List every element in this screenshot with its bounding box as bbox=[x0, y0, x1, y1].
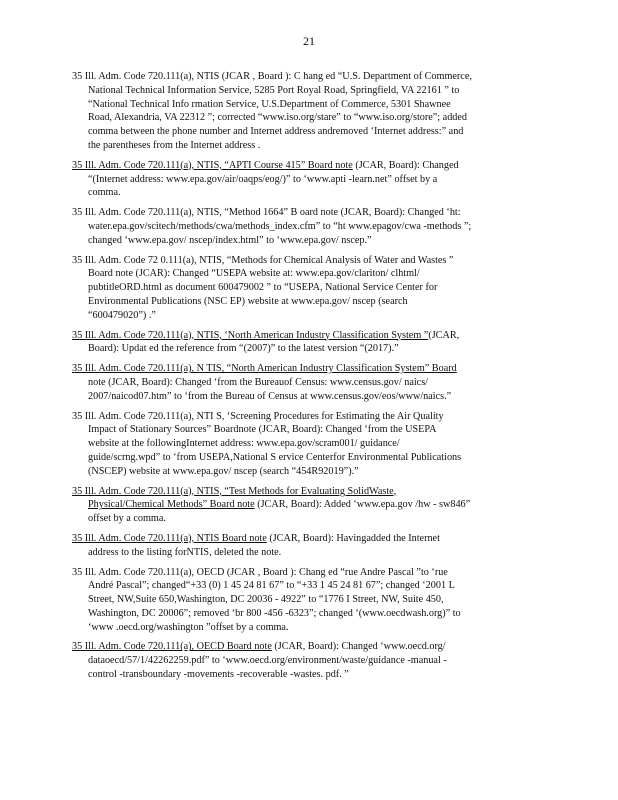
entry-line-text: Environmental Publications (NSC EP) website at www.epa.gov/ nscep (search bbox=[88, 295, 408, 307]
amendment-entry bbox=[72, 254, 540, 323]
entry-underlined-citation: 35 Ill. Adm. Code 720.111(a), NTIS, “APTI Course 415” Board note bbox=[72, 159, 353, 171]
entry-line-text: (JCAR, Board): Added ‘www.epa.gov /hw - sw846” bbox=[254, 499, 471, 511]
amendment-entry bbox=[72, 640, 540, 681]
entry-line bbox=[72, 254, 540, 268]
entry-line-text: 35 Ill. Adm. Code 720.111(a), NTI S, ‘Screening Procedures for Estimating the Air Quality bbox=[72, 410, 444, 422]
entry-line bbox=[72, 329, 540, 343]
entry-line-text: 35 Ill. Adm. Code 720.111(a), NTIS, “Method 1664” B oard note (JCAR, Board): Changed ‘ht: bbox=[72, 207, 461, 219]
entry-line-text: National Technical Information Service, 5285 Port Royal Road, Springfield, VA 22161 ” to bbox=[88, 84, 460, 96]
entry-line-text: dataoecd/57/1/42262259.pdf” to ‘www.oecd.org/environment/waste/guidance -manual - bbox=[88, 655, 447, 667]
entry-line bbox=[88, 220, 540, 234]
entry-line bbox=[88, 498, 540, 512]
amendment-entry bbox=[72, 485, 540, 526]
entry-line-text: water.epa.gov/scitech/methods/cwa/methods_index.cfm” to “ht www.epagov/cwa -methods ”; bbox=[88, 220, 472, 232]
entry-line-text: Washington, DC 20006”; removed ‘br 800 -456 -6323”; changed ‘(www.oecdwash.org)” to bbox=[88, 607, 461, 619]
amendment-entry bbox=[72, 410, 540, 479]
amendment-entry bbox=[72, 159, 540, 200]
entry-line-text: André Pascal”; changed“+33 (0) 1 45 24 81 67” to “+33 1 45 24 81 67”; changed ‘2001 L bbox=[88, 580, 455, 592]
entry-line bbox=[72, 485, 540, 499]
entry-line-text: Impact of Stationary Sources” Boardnote (JCAR, Board): Changed ‘from the USEPA bbox=[88, 424, 437, 436]
entry-line-text: offset by a comma. bbox=[88, 513, 166, 525]
entry-line-text: (JCAR, Board): Havingadded the Internet bbox=[266, 532, 440, 544]
entry-line-text: 35 Ill. Adm. Code 72 0.111(a), NTIS, “Methods for Chemical Analysis of Water and Wastes ” bbox=[72, 254, 454, 266]
entry-line-text: guide/scrng.wpd” to ‘from USEPA,National S ervice Centerfor Environmental Publications bbox=[88, 451, 462, 463]
entry-underlined-citation: 35 Ill. Adm. Code 720.111(a), NTIS, ‘North American Industry Classification System ” bbox=[72, 329, 429, 341]
entry-line-text: (NSCEP) website at www.epa.gov/ nscep (search “454R92019”).” bbox=[88, 465, 359, 477]
entry-line-text: “600479020”) .” bbox=[88, 309, 156, 321]
entry-line bbox=[88, 376, 540, 390]
entry-line bbox=[88, 234, 540, 248]
entry-line bbox=[88, 98, 540, 112]
entry-line bbox=[88, 654, 540, 668]
page-number: 21 bbox=[303, 34, 315, 48]
entry-line-text: “National Technical Info rmation Service, U.S.Department of Commerce, 5301 Shawnee bbox=[88, 98, 451, 110]
entry-line bbox=[88, 173, 540, 187]
entry-line-text: control -transboundary -movements -recoverable -wastes. pdf. ” bbox=[88, 669, 349, 681]
entry-line-text: Street, NW,Suite 650,Washington, DC 20036 - 4922” to “1776 I Street, NW, Suite 450, bbox=[88, 594, 444, 606]
entry-line bbox=[72, 70, 540, 84]
entry-line bbox=[72, 206, 540, 220]
amendment-entry bbox=[72, 532, 540, 560]
amendment-list bbox=[72, 70, 540, 688]
entry-line bbox=[88, 139, 540, 153]
entry-underlined-citation: 35 Ill. Adm. Code 720.111(a), NTIS, “Test Methods for Evaluating SolidWaste, bbox=[72, 485, 397, 497]
entry-line-text: Road, Alexandria, VA 22312 ”; corrected “www.iso.org/stare” to “www.iso.org/store”; added bbox=[88, 112, 468, 124]
entry-line-text: 35 Ill. Adm. Code 720.111(a), OECD (JCAR , Board ): Chang ed “rue Andre Pascal ”to ‘rue bbox=[72, 566, 448, 578]
entry-line bbox=[72, 640, 540, 654]
entry-line bbox=[72, 566, 540, 580]
entry-line-text: pubtitleORD.html as document 600479002 ” to “USEPA, National Service Center for bbox=[88, 282, 438, 294]
entry-line bbox=[88, 579, 540, 593]
entry-line-text: ‘www .oecd.org/washington ”offset by a comma. bbox=[88, 621, 289, 633]
entry-line bbox=[72, 159, 540, 173]
amendment-entry bbox=[72, 70, 540, 153]
entry-line bbox=[72, 362, 540, 376]
entry-line bbox=[88, 451, 540, 465]
entry-line-text: Board): Updat ed the reference from “(2007)” to the latest version “(2017).” bbox=[88, 343, 399, 355]
entry-line-text: changed ‘www.epa.gov/ nscep/index.html” to ‘www.epa.gov/ nscep.” bbox=[88, 234, 372, 246]
entry-line-text: (JCAR, Board): Changed bbox=[352, 159, 459, 171]
entry-line bbox=[88, 186, 540, 200]
entry-line bbox=[88, 593, 540, 607]
entry-line-text: address to the listing forNTIS, deleted the note. bbox=[88, 546, 282, 558]
entry-line bbox=[88, 621, 540, 635]
entry-line bbox=[88, 546, 540, 560]
entry-line bbox=[88, 281, 540, 295]
entry-line bbox=[72, 532, 540, 546]
entry-line bbox=[88, 465, 540, 479]
entry-line-text: the parentheses from the Internet address . bbox=[88, 139, 261, 151]
entry-line bbox=[88, 342, 540, 356]
entry-line bbox=[88, 84, 540, 98]
entry-underlined-citation: Physical/Chemical Methods” Board note bbox=[88, 499, 255, 511]
entry-line-text: “(Internet address: www.epa.gov/air/oaqps/eog/)” to ‘www.apti -learn.net” offset by a bbox=[88, 173, 438, 185]
amendment-entry bbox=[72, 206, 540, 247]
entry-line-text: Board note (JCAR): Changed “USEPA website at: www.epa.gov/clariton/ clhtml/ bbox=[88, 268, 420, 280]
entry-line-text: 35 Ill. Adm. Code 720.111(a), NTIS (JCAR , Board ): C hang ed “U.S. Department of Commerce, bbox=[72, 71, 472, 82]
entry-line bbox=[88, 437, 540, 451]
entry-underlined-citation: 35 Ill. Adm. Code 720.111(a), OECD Board note bbox=[72, 641, 272, 653]
entry-line bbox=[88, 390, 540, 404]
entry-line-text: comma. bbox=[88, 187, 121, 199]
entry-line-text: website at the followingInternet address: www.epa.gov/scram001/ guidance/ bbox=[88, 438, 400, 450]
entry-underlined-citation: 35 Ill. Adm. Code 720.111(a), N TIS, “North American Industry Classification System” Board bbox=[72, 363, 457, 375]
entry-line bbox=[88, 111, 540, 125]
entry-line bbox=[88, 607, 540, 621]
entry-line bbox=[88, 423, 540, 437]
entry-line-text: (JCAR, Board): Changed ‘www.oecd.org/ bbox=[271, 641, 446, 653]
entry-line bbox=[88, 512, 540, 526]
entry-underlined-citation: 35 Ill. Adm. Code 720.111(a), NTIS Board note bbox=[72, 532, 267, 544]
amendment-entry bbox=[72, 362, 540, 403]
entry-line bbox=[88, 309, 540, 323]
entry-line bbox=[88, 295, 540, 309]
entry-line bbox=[88, 668, 540, 682]
entry-line-text: 2007/naicod07.htm” to ‘from the Bureau of Census at www.census.gov/eos/www/naics.” bbox=[88, 390, 452, 402]
entry-line-text: (JCAR, bbox=[428, 329, 460, 341]
entry-line-text: comma between the phone number and Internet address andremoved ‘Internet address:” and bbox=[88, 126, 464, 138]
amendment-entry bbox=[72, 566, 540, 635]
entry-line bbox=[72, 410, 540, 424]
amendment-entry bbox=[72, 329, 540, 357]
entry-line-text: note (JCAR, Board): Changed ‘from the Bureauof Census: www.census.gov/ naics/ bbox=[88, 376, 428, 388]
entry-line bbox=[88, 267, 540, 281]
entry-line bbox=[88, 125, 540, 139]
